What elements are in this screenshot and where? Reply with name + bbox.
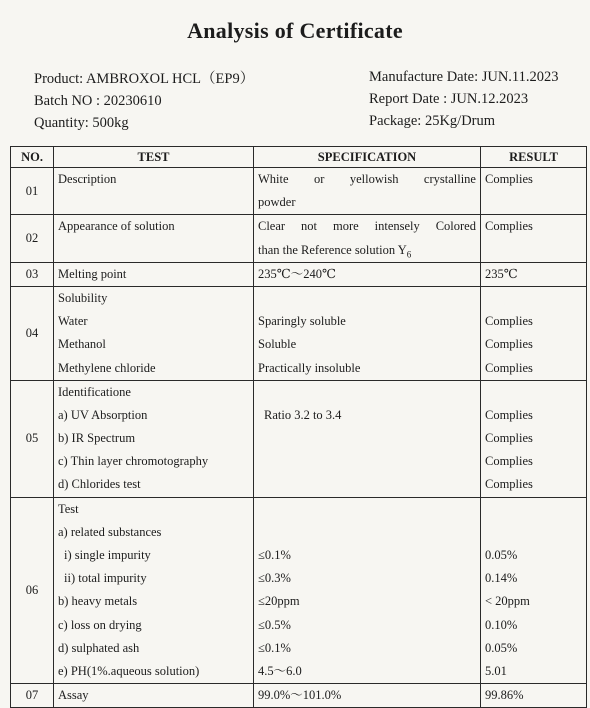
test-line: Methylene chloride [58,360,156,375]
spec-line: 99.0%～101.0% [258,688,342,703]
result-cell [481,380,587,497]
spec-line: White or yellowish crystalline [258,172,476,186]
test-line: i) single impurity [64,548,151,563]
spec-line [258,381,476,404]
test-cell [54,286,254,380]
spec-cell [254,262,481,286]
test-line: e) PH(1%.aqueous solution) [58,663,200,678]
result-cell [481,684,587,708]
spec-line: ≤20ppm [258,594,300,609]
report-date: Report Date : JUN.12.2023 [369,91,529,107]
spec-line: Clear not more intensely Colored [258,219,476,234]
test-cell [54,215,254,262]
spec-line: Soluble [258,337,297,352]
test-line: ii) total impurity [64,571,147,586]
row-number: 04 [11,286,54,380]
spec-line [258,450,476,473]
test-line: b) heavy metals [58,594,138,609]
product-info-block [34,68,254,134]
result-line: Complies [485,454,533,469]
table-row [11,215,587,262]
spec-line: 235℃～240℃ [258,266,336,281]
result-line: 5.01 [485,663,507,678]
result-line: Complies [485,477,533,492]
spec-line [258,498,476,521]
row-number: 06 [11,497,54,684]
test-line: Water [58,314,88,329]
result-line [485,521,582,544]
test-line: Melting point [58,266,127,281]
package: Package: 25Kg/Drum [369,113,496,129]
row-number: 03 [11,262,54,286]
result-cell [481,262,587,286]
analysis-table [10,146,587,708]
test-line: b) IR Spectrum [58,431,136,446]
header-no: NO. [11,147,54,168]
spec-cell [254,684,481,708]
row-number: 01 [11,168,54,215]
spec-line: Sparingly soluble [258,314,346,329]
table-header-row [11,147,587,168]
spec-cell [254,215,481,262]
spec-line: Practically insoluble [258,360,361,375]
header-test: TEST [54,147,254,168]
test-line: Solubility [58,290,108,305]
spec-line [258,239,476,262]
test-line: Appearance of solution [58,219,175,234]
spec-line [258,473,476,496]
spec-cell [254,286,481,380]
result-cell [481,497,587,684]
result-line: 235℃ [485,266,518,281]
table-row [11,168,587,215]
result-line: 0.05% [485,548,518,563]
date-info-block [369,66,559,132]
result-line [485,287,582,310]
test-cell [54,497,254,684]
table-row [11,380,587,497]
row-number: 05 [11,380,54,497]
spec-text: than the Reference solution Y [258,242,407,257]
test-line: c) loss on drying [58,617,142,632]
result-line: 0.14% [485,571,518,586]
spec-line: powder [258,195,296,210]
test-line: a) UV Absorption [58,407,148,422]
test-line: Methanol [58,337,106,352]
header-result: RESULT [481,147,587,168]
result-line [485,498,582,521]
manufacture-date: Manufacture Date: JUN.11.2023 [369,69,559,85]
batch-number: Batch NO : 20230610 [34,93,162,109]
test-cell [54,380,254,497]
table-row [11,262,587,286]
test-line: a) related substances [58,524,162,539]
result-line: Complies [485,314,533,329]
test-line: c) Thin layer chromotography [58,454,209,469]
spec-line [258,427,476,450]
result-line: Complies [485,337,533,352]
subscript: 6 [406,249,412,260]
result-line: Complies [485,431,533,446]
result-line: Complies [485,360,533,375]
row-number: 02 [11,215,54,262]
result-line: Complies [485,407,533,422]
spec-line [258,287,476,310]
spec-cell [254,380,481,497]
spec-line: 4.5～6.0 [258,663,302,678]
test-line: Description [58,172,117,186]
header-specification: SPECIFICATION [254,147,481,168]
spec-line: ≤0.1% [258,640,291,655]
result-line: Complies [485,219,533,234]
row-number: 07 [11,684,54,708]
spec-cell [254,497,481,684]
result-line [485,381,582,404]
quantity: Quantity: 500kg [34,115,129,131]
test-line: d) Chlorides test [58,477,141,492]
test-cell [54,262,254,286]
result-cell [481,286,587,380]
test-cell [54,684,254,708]
test-line: Assay [58,688,89,703]
result-line: Complies [485,172,533,186]
spec-cell [254,168,481,215]
result-line: 0.10% [485,617,518,632]
test-cell [54,168,254,215]
result-cell [481,168,587,215]
spec-line: ≤0.1% [258,548,291,563]
spec-line [258,521,476,544]
spec-line: ≤0.5% [258,617,291,632]
table-row [11,286,587,380]
test-line: Test [58,501,79,516]
document-title: Analysis of Certificate [187,18,403,43]
table-row [11,684,587,708]
test-line: d) sulphated ash [58,640,140,655]
table-row [11,497,587,684]
result-line: 99.86% [485,688,524,703]
result-cell [481,215,587,262]
spec-line: ≤0.3% [258,571,291,586]
spec-line: Ratio 3.2 to 3.4 [264,407,342,422]
product-name: Product: AMBROXOL HCL（EP9） [34,71,255,87]
result-line: < 20ppm [485,594,530,609]
test-line: Identificatione [58,384,131,399]
result-line: 0.05% [485,640,518,655]
